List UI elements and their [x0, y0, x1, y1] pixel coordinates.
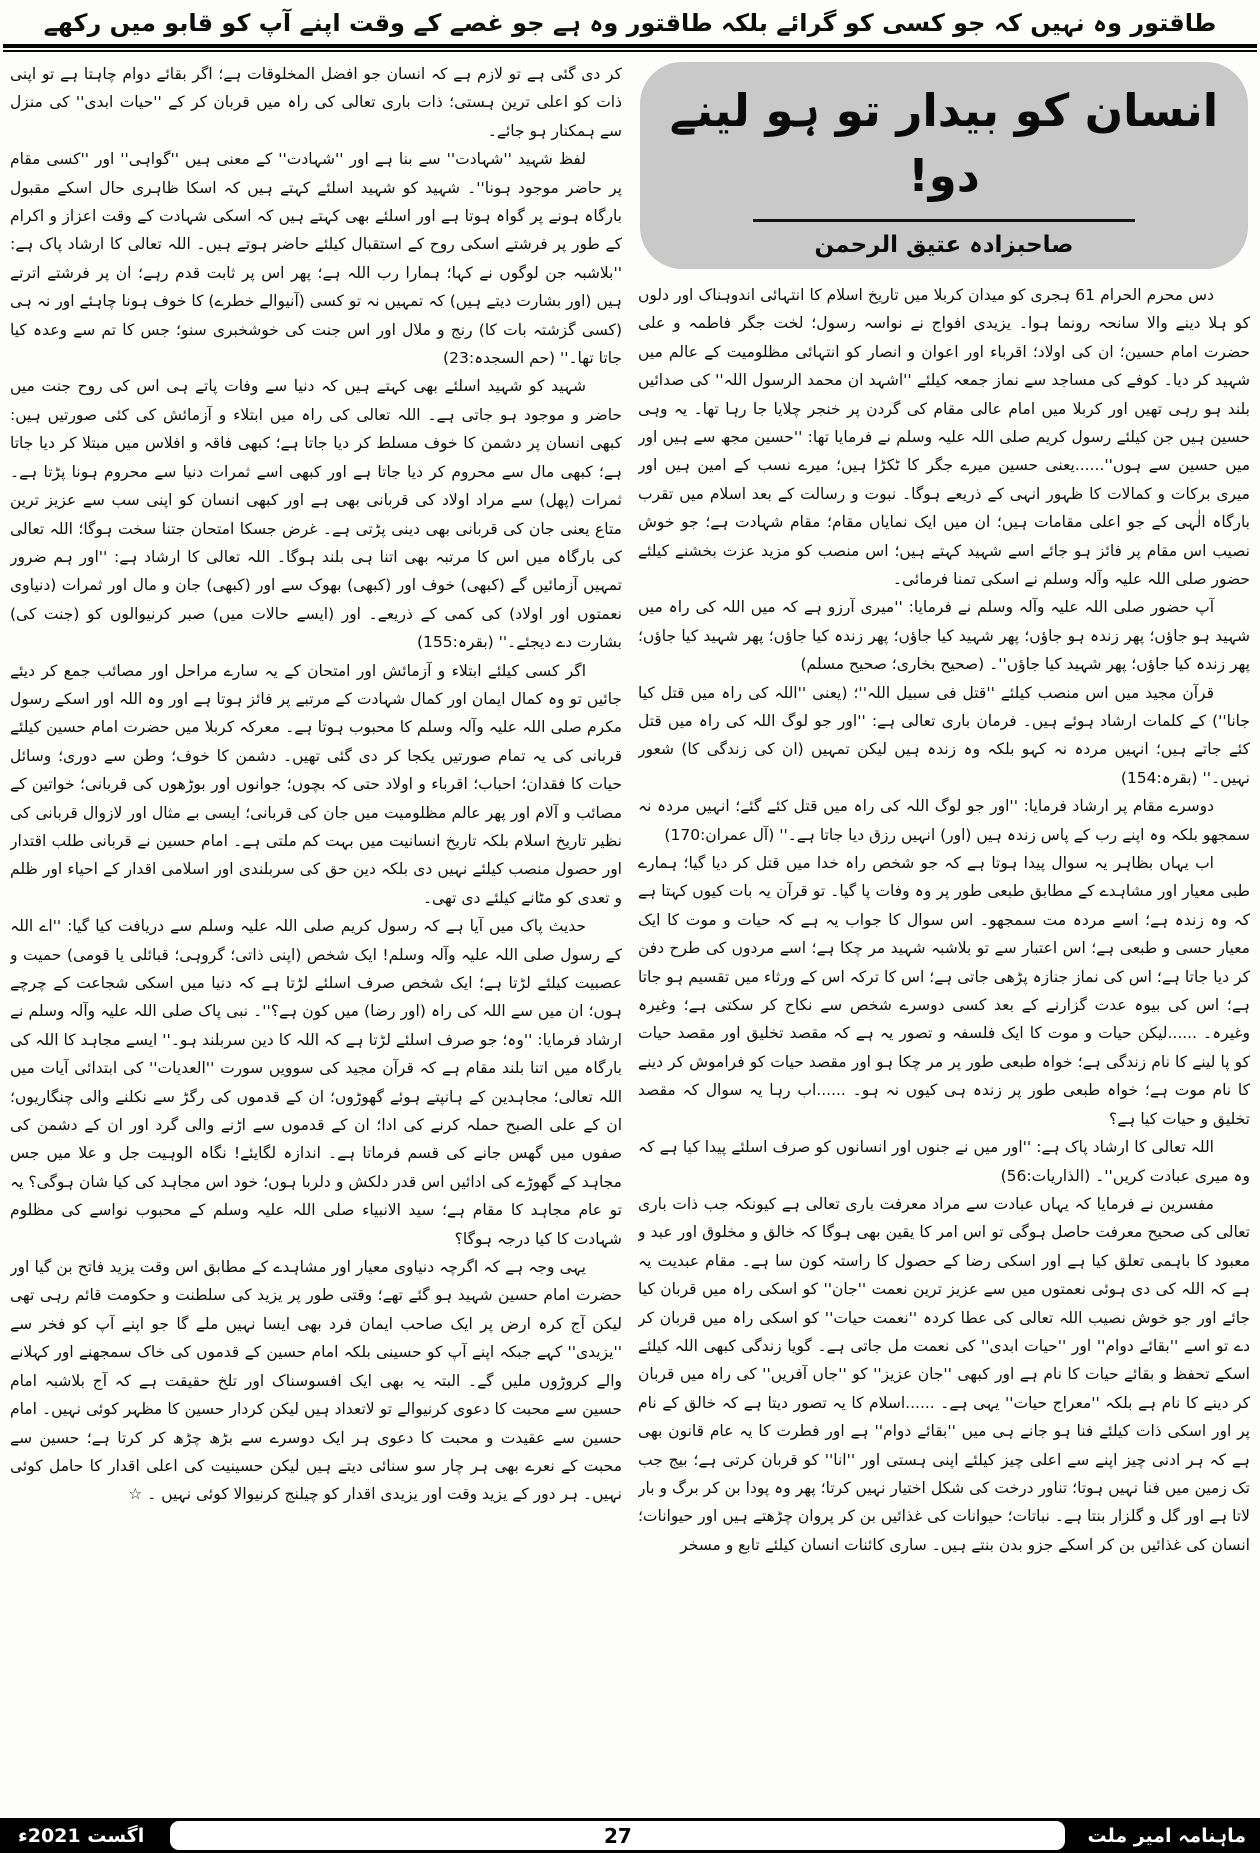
- paragraph: دس محرم الحرام 61 ہجری کو میدان کربلا میں تاریخ اسلام کا انتہائی اندوہناک اور دلوں کو ہلا دینے والا سانحہ رونما ہوا۔ یزیدی افواج نے نواسہ رسول؛ لخت جگر فاطمہ و علی حضرت امام حسین؛ ان کی اولاد؛ اقرباء اور اعوان و انصار کو انتہائی مظلومیت کے عالم میں شہید کر دیا۔ کوفے کی مساجد سے نماز جمعہ کیلئے ''اشہد ان محمد الرسول اللہ'' کی صدائیں بلند ہو رہی تھیں اور کربلا میں امام عالی مقام کی گردن پر خنجر چلایا جا رہا تھا۔ یہ وہی حسین ہیں جن کیلئے رسول کریم صلی اللہ علیہ وسلم نے فرمایا تھا: ''حسین مجھ سے ہیں اور میں حسین سے ہوں''......یعنی حسین میرے جگر کا ٹکڑا ہیں؛ میرے نسب کے امین ہیں اور میری برکات و کمالات کا ظہور انہی کے ذریعے ہوگا۔ نبوت و رسالت کے بعد اسلام میں تقرب بارگاہ الٰہی کے جو اعلی مقامات ہیں؛ ان میں ایک نمایاں مقام؛ مقام شہادت ہے؛ جو خوش نصیب اس مقام پر فائز ہو جائے اسے شہید کہتے ہیں؛ اس منصب کو مزید عزت بخشنے کیلئے حضور صلی اللہ علیہ وآلہ وسلم نے اسکی تمنا فرمائی۔: [638, 285, 1250, 588]
- paragraph: آپ حضور صلی اللہ علیہ وآلہ وسلم نے فرمایا: ''میری آرزو ہے کہ میں اللہ کی راہ میں شہید ہو جاؤں؛ پھر زندہ ہو جاؤں؛ پھر شہید کیا جاؤں؛ پھر زندہ کیا جاؤں؛ پھر شہید کیا جاؤں؛ پھر زندہ کیا جاؤں؛ پھر شہید کیا جاؤں''۔ (صحیح بخاری؛ صحیح مسلم): [638, 598, 1250, 674]
- magazine-name: ماہنامہ امیر ملت: [1087, 1824, 1246, 1847]
- issue-date: اگست 2021ء: [18, 1824, 145, 1847]
- column-right: [638, 60, 1250, 1812]
- page-header-motto: طاقتور وہ نہیں کہ جو کسی کو گرائے بلکہ طاقتور وہ ہے جو غصے کے وقت اپنے آپ کو قابو میں رکھے: [43, 9, 1217, 37]
- page-number-box: [170, 1821, 1065, 1850]
- column-left: [10, 60, 622, 1812]
- article-body: [0, 52, 1260, 1812]
- paragraph: اللہ تعالی کا ارشاد پاک ہے: ''اور میں نے جنوں اور انسانوں کو صرف اسلئے پیدا کیا ہے کہ وہ میری عبادت کریں''۔ (الذاریات:56): [638, 1138, 1250, 1185]
- article-title: انسان کو بیدار تو ہو لینے دو!: [669, 84, 1219, 203]
- paragraph: دوسرے مقام پر ارشاد فرمایا: ''اور جو لوگ اللہ کی راہ میں قتل کئے گئے؛ انہیں مردہ نہ سمجھو بلکہ وہ اپنے رب کے پاس زندہ ہیں (اور) انہیں رزق دیا جاتا ہے۔'' (آل عمران:170): [638, 797, 1250, 844]
- title-divider: [753, 219, 1136, 222]
- page-footer: [0, 1818, 1260, 1853]
- paragraph: لفظ شہید ''شہادت'' سے بنا ہے اور ''شہادت'' کے معنی ہیں ''گواہی'' اور ''کسی مقام پر حاضر موجود ہونا''۔ شہید کو شہید اسلئے کہتے ہیں کہ اسکا ظاہری حال اسکے مقبول بارگاہ ہونے پر گواہ ہوتا ہے اور اسلئے بھی کہتے ہیں کہ اسکی شہادت کے وقت اعزاز و اکرام کے طور پر فرشتے اسکی روح کے استقبال کیلئے حاضر ہوتے ہیں۔ اللہ تعالی کا ارشاد پاک ہے: ''بلاشبہ جن لوگوں نے کہا؛ ہمارا رب اللہ ہے؛ پھر اس پر ثابت قدم رہے؛ ان پر فرشتے اترتے ہیں (اور بشارت دیتے ہیں) کہ تمہیں نہ تو کسی (آنیوالے خطرے) کا خوف ہونا چاہئے اور نہ ہی (کسی گزشتہ بات کا) رنج و ملال اور اس جنت کی خوشخبری سنو؛ جس کا تم سے وعدہ کیا جاتا تھا۔'' (حم السجدہ:23): [10, 150, 622, 368]
- page-number: 27: [603, 1823, 632, 1848]
- paragraph: قرآن مجید میں اس منصب کیلئے ''قتل فی سبیل اللہ''؛ (یعنی ''اللہ کی راہ میں قتل کیا جانا'') کے کلمات ارشاد ہوئے ہیں۔ فرمان باری تعالی ہے: ''اور جو لوگ اللہ کی راہ میں قتل کئے جاتے ہیں؛ انہیں مردہ نہ کہو بلکہ وہ زندہ ہیں لیکن تمہیں (ان کی زندگی کا) شعور نہیں۔'' (بقرہ:154): [638, 683, 1250, 787]
- paragraph: شہید کو شہید اسلئے بھی کہتے ہیں کہ دنیا سے وفات پاتے ہی اس کی روح جنت میں حاضر و موجود ہو جاتی ہے۔ اللہ تعالی کی راہ میں ابتلاء و آزمائش کی کئی صورتیں ہیں: کبھی انسان پر دشمن کا خوف مسلط کر دیا جاتا ہے؛ کبھی فاقہ و افلاس میں مبتلا کر دیا جاتا ہے؛ کبھی مال سے محروم کر دیا جاتا ہے اور کبھی اسے ثمرات دنیا سے محروم ہونا پڑتا ہے۔ ثمرات (پھل) سے مراد اولاد کی قربانی بھی ہے اور کبھی انسان کو اپنی سب سے عزیز ترین متاع یعنی جان کی قربانی بھی دینی پڑتی ہے۔ غرض جسکا امتحان جتنا سخت ہوگا؛ اللہ تعالی کی بارگاہ میں اس کا مرتبہ بھی اتنا ہی بلند ہوگا۔ اللہ تعالی کا ارشاد ہے: ''اور ہم ضرور تمہیں آزمائیں گے (کبھی) خوف اور (کبھی) بھوک سے اور (کبھی) جان و مال اور ثمرات (دنیاوی نعمتوں اور اولاد) کی کمی کے ذریعے۔ اور (ایسے حالات میں) صبر کرنیوالوں کو (جنت کی) بشارت دے دیجئے۔'' (بقرہ:155): [10, 377, 622, 652]
- paragraph: کر دی گئی ہے تو لازم ہے کہ انسان جو افضل المخلوقات ہے؛ اگر بقائے دوام چاہتا ہے تو اپنی ذات کو اعلی ترین ہستی؛ ذات باری تعالی کی راہ میں قربان کر کے ''حیات ابدی'' کی منزل سے ہمکنار ہو جائے۔: [10, 65, 622, 140]
- paragraph: حدیث پاک میں آیا ہے کہ رسول کریم صلی اللہ علیہ وسلم سے دریافت کیا گیا: ''اے اللہ کے رسول صلی اللہ علیہ وآلہ وسلم! ایک شخص (اپنی ذاتی؛ گروہی؛ قبائلی یا قومی) حمیت و عصبیت کیلئے لڑتا ہے؛ ایک شخص صرف اسلئے لڑتا ہے کہ دنیا میں اسکی شجاعت کے چرچے ہوں؛ ان میں سے اللہ کی راہ (اور رضا) میں کون ہے؟''۔ نبی پاک صلی اللہ علیہ وآلہ وسلم نے ارشاد فرمایا: ''وہ؛ جو صرف اسلئے لڑتا ہے کہ اللہ کا دین سربلند ہو۔'' ایسے مجاہد کا اللہ کی بارگاہ میں اتنا بلند مقام ہے کہ قرآن مجید کی سوویں سورت ''العدیات'' کی ابتدائی آیات میں اللہ تعالی؛ مجاہدین کے ہانپتے ہوئے گھوڑوں؛ ان کے قدموں کی رگڑ سے نکلنے والی چنگاریوں؛ ان کے علی الصبح حملہ کرنے کی ادا؛ ان کے قدموں سے اڑنے والی گرد اور ان کے دشمن کی صفوں میں گھس جانے کی قسم فرماتا ہے۔ اندازہ لگایئے! نگاہ الوہیت جل و علا میں جس مجاہد کے گھوڑے کی ادائیں اس قدر دلکش و دلربا ہوں؛ خود اس مجاہد کی کیا شان ہوگی؟ یہ تو عام مجاہد کا مقام ہے؛ سید الانبیاء صلی اللہ علیہ وسلم کے محبوب نواسے کی مظلوم شہادت کا کیا درجہ ہوگا؟: [10, 917, 622, 1248]
- paragraph: یہی وجہ ہے کہ اگرچہ دنیاوی معیار اور مشاہدے کے مطابق اس وقت یزید فاتح بن گیا اور حضرت امام حسین شہید ہو گئے تھے؛ وقتی طور پر یزید کی سلطنت و حکومت قائم رہی تھی لیکن آج کرہ ارض پر ایک صاحب ایمان فرد بھی ایسا نہیں ملے گا جو اپنے آپ کو فخر سے ''یزیدی'' کہے جبکہ اپنے آپ کو حسینی بلکہ امام حسین کے قدموں کی خاک سمجھنے اور کہلانے والے کروڑوں ملیں گے۔ البتہ یہ بھی ایک افسوسناک اور تلخ حقیقت ہے کہ آج بلاشبہ امام حسین سے محبت کا دعوی کرنیوالے تو لاتعداد ہیں لیکن کردار حسین کا مظہر کوئی نہیں۔ امام حسین سے عقیدت و محبت کا دعوی ہر ایک دوسرے سے بڑھ چڑھ کر کرتا ہے؛ حسین سے محبت کے نعرے بھی ہر چار سو سنائی دیتے ہیں لیکن حسینیت کی اعلی اقدار کا حامل کوئی نہیں۔ ہر دور کے یزید وقت اور یزیدی اقدار کو چیلنج کرنیوالا کوئی نہیں ۔ ☆: [10, 1258, 622, 1504]
- paragraph: اگر کسی کیلئے ابتلاء و آزمائش اور امتحان کے یہ سارے مراحل اور مصائب جمع کر دیئے جائیں تو وہ کمال ایمان اور کمال شہادت کے مرتبے پر فائز ہوتا ہے اور وہ اللہ اور اسکے رسول مکرم صلی اللہ علیہ وآلہ وسلم کا محبوب ہوتا ہے۔ معرکہ کربلا میں حضرت امام حسین کیلئے قربانی کی یہ تمام صورتیں یکجا کر دی گئی تھیں۔ دشمن کا خوف؛ وطن سے دوری؛ وسائل حیات کا فقدان؛ احباب؛ اقرباء و اولاد حتی کہ بچوں؛ جوانوں اور بوڑھوں کی قربانی؛ خواتین کے مصائب و آلام اور پھر عالم مظلومیت میں جان کی قربانی؛ ایسی بے مثال اور لازوال قربانی کی نظیر تاریخ اسلام بلکہ تاریخ انسانیت میں بہت کم ملتی ہے۔ امام حسین نے قربانی طلب اقتدار اور حصول منصب کیلئے نہیں دی بلکہ دین حق کی سربلندی اور اسلامی اقدار کے احیاء اور ظلم و تعدی کو مٹانے کیلئے دی تھی۔: [10, 661, 622, 907]
- article-title-box: [640, 62, 1248, 269]
- article-author: صاحبزادہ عتیق الرحمن: [814, 231, 1074, 258]
- paragraph: اب یہاں بظاہر یہ سوال پیدا ہوتا ہے کہ جو شخص راہ خدا میں قتل کر دیا گیا؛ ہمارے طبی معیار اور مشاہدے کے مطابق طبعی طور پر وہ وفات پا گیا۔ تو قرآن یہ بات کیوں کہتا ہے کہ وہ زندہ ہے؛ اسے مردہ مت سمجھو۔ اس سوال کا جواب یہ ہے کہ حیات و موت کا ایک معیار حسی و طبعی ہے؛ اس اعتبار سے تو بلاشبہ شہید مر چکا ہے؛ اسے مردوں کی طرح دفن کر دیا جاتا ہے؛ اس کی نماز جنازہ پڑھی جاتی ہے؛ اس کا ترکہ اس کے ورثاء میں تقسیم ہو جاتا ہے؛ اس کی بیوہ عدت گزارنے کے بعد کسی دوسرے شخص سے نکاح کر سکتی ہے؛ وغیرہ وغیرہ۔ ......لیکن حیات و موت کا ایک فلسفہ و تصور یہ ہے کہ مقصد تخلیق اور مقصد حیات کو پا لینے کا نام زندگی ہے؛ خواہ طبعی طور پر مر چکا ہو اور مقصد حیات کو فراموش کر دینے کا نام موت ہے؛ خواہ طبعی طور پر زندہ ہی کیوں نہ ہو۔ ......اب رہا یہ سوال کہ مقصد تخلیق و حیات کیا ہے؟: [638, 854, 1250, 1128]
- paragraph: مفسرین نے فرمایا کہ یہاں عبادت سے مراد معرفت باری تعالی ہے کیونکہ جب ذات باری تعالی کی صحیح معرفت حاصل ہوگی تو اس امر کا یقین بھی ہوگا کہ خالق و مخلوق اور عبد و معبود کا باہمی تعلق کیا ہے اور اسکی رضا کے حصول کا راستہ کون سا ہے۔ مقام عبدیت یہ ہے کہ اللہ کی دی ہوئی نعمتوں میں سے عزیز ترین نعمت ''جان'' کو اسکی راہ میں قربان کیا جائے اور جو خوش نصیب اللہ تعالی کی عطا کردہ ''نعمت حیات'' کو اسکی راہ میں قربان کر دے تو اسے ''بقائے دوام'' اور ''حیات ابدی'' کی نعمت مل جاتی ہے۔ گویا زندگی کبھی اللہ کیلئے اسکے تحفظ و بقائے حیات کا نام ہے اور کبھی ''جان عزیز'' کو ''جاں آفریں'' کی راہ میں قربان کر دینے کا نام ہے بلکہ ''معراج حیات'' یہی ہے۔ ......اسلام کا یہ تصور دیتا ہے کہ خالق کے نام پر اور اسکی ذات کیلئے فنا ہو جانے ہی میں ''بقائے دوام'' ہے اور فطرت کا یہ عام قانون بھی ہے کہ ہر ادنی چیز اپنے سے اعلی چیز کیلئے اپنی ہستی اور ''انا'' کو قربان کرتی ہے؛ بیج جب تک زمین میں فنا نہیں ہوتا؛ تناور درخت کی شکل اختیار نہیں کرتا؛ پھر وہ پودا بن کر برگ و بار لاتا ہے اور گل و گلزار بنتا ہے۔ نباتات؛ حیوانات کی غذائیں بن کر پروان چڑھتے ہیں اور حیوانات؛ انسان کی غذائیں بن کر اسکے جزو بدن بنتے ہیں۔ ساری کائنات انسان کیلئے تابع و مسخر: [638, 1194, 1250, 1554]
- header-divider: [3, 44, 1257, 52]
